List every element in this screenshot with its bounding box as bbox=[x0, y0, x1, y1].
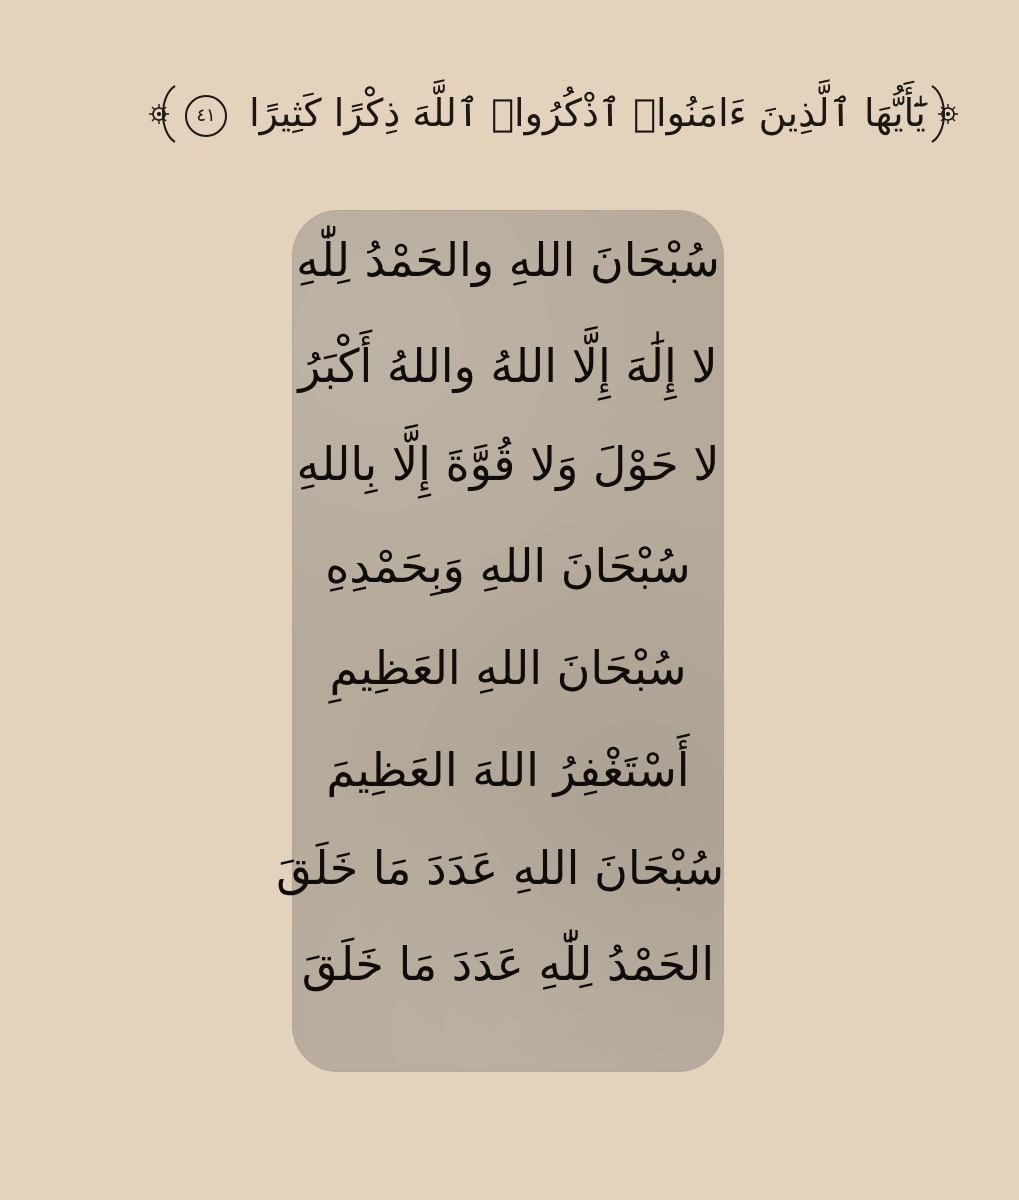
verse-arabic: يَٰٓأَيُّهَا ٱلَّذِينَ ءَامَنُوا۟ ٱذْكُرُوا۟ ٱللَّهَ ذِكْرًا كَثِيرًا bbox=[249, 91, 926, 136]
left-flourish-icon bbox=[145, 82, 181, 146]
dhikr-line-1: سُبْحَانَ اللهِ والحَمْدُ لِلّٰهِ bbox=[296, 233, 720, 287]
right-flourish-icon bbox=[926, 82, 962, 146]
dhikr-line-4: سُبْحَانَ اللهِ وَبِحَمْدِهِ bbox=[325, 539, 691, 593]
quran-verse-banner bbox=[145, 78, 926, 150]
dhikr-line-6: أَسْتَغْفِرُ اللهَ العَظِيمَ bbox=[326, 743, 690, 797]
dhikr-line-5: سُبْحَانَ اللهِ العَظِيمِ bbox=[329, 641, 687, 695]
dhikr-line-3: لا حَوْلَ وَلا قُوَّةَ إِلَّا بِاللهِ bbox=[296, 437, 720, 491]
dhikr-line-2: لا إِلَٰهَ إِلَّا اللهُ واللهُ أَكْبَرُ bbox=[298, 339, 718, 393]
dhikr-panel bbox=[276, 210, 724, 1072]
verse-number-badge: ٤١ bbox=[185, 95, 227, 137]
verse-text bbox=[181, 91, 926, 137]
dhikr-line-8: الحَمْدُ لِلّٰهِ عَدَدَ مَا خَلَقَ bbox=[301, 937, 715, 991]
dhikr-line-7: سُبْحَانَ اللهِ عَدَدَ مَا خَلَقَ bbox=[276, 841, 724, 895]
